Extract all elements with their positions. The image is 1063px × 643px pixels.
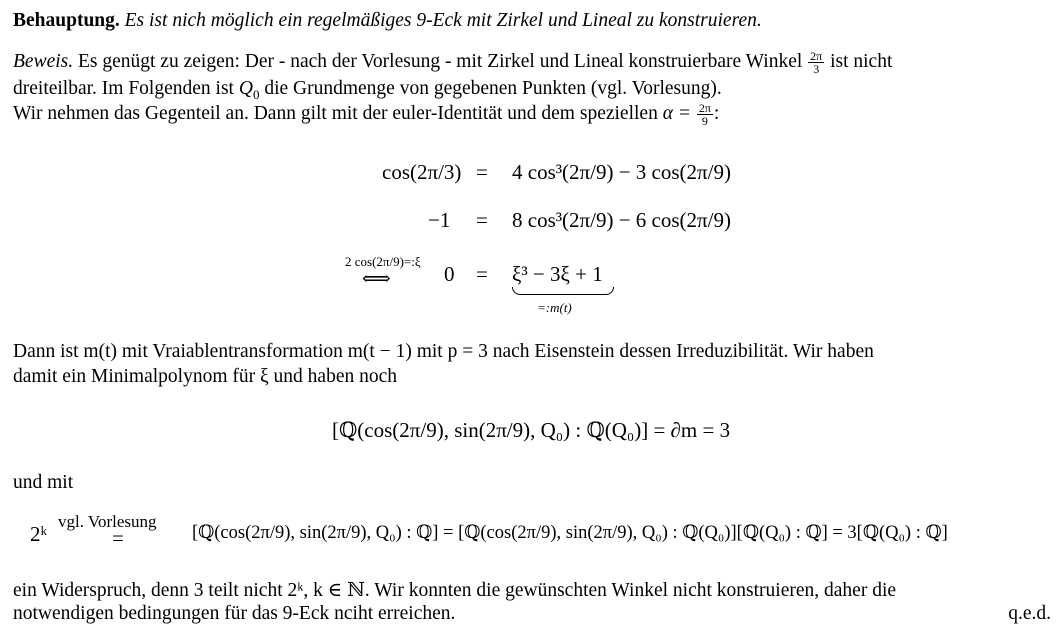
proof-label: Beweis. xyxy=(13,50,74,72)
angle-fraction: $\frac{2\pi}{3}$ xyxy=(810,49,823,76)
eq-row3-lhs: 0 xyxy=(444,262,455,286)
eq5-rhs: [ℚ(cos(2π/9), sin(2π/9), Q₀) : ℚ] = [ℚ(cos(2π/9), sin(2π/9), Q₀) : ℚ(Q₀)][ℚ(Q₀) : ℚ] = 3[ℚ(Q₀) : ℚ] xyxy=(192,523,948,543)
eq-row3-under: =:m(t) xyxy=(537,300,572,315)
claim-label: Behauptung. xyxy=(13,10,120,31)
eq-row2-rhs: 8 cos³(2π/9) − 6 cos(2π/9) xyxy=(512,208,731,232)
proof-line-2: dreiteilbar. Im Folgenden ist $Q_0$ die Grundmenge von gegebenen Punkten (vgl. Vorlesung). xyxy=(13,78,722,102)
eq-row2-lhs: −1 xyxy=(428,208,451,232)
conclusion-line-2: notwendigen bedingungen für das 9-Eck nciht erreichen. xyxy=(13,603,456,624)
claim-line xyxy=(13,10,762,32)
qed: q.e.d. xyxy=(1008,603,1051,624)
alpha-fraction: $\frac{2\pi}{9}$ xyxy=(698,101,711,128)
eq-row1-rel: = xyxy=(476,160,488,184)
eq5-overset: vgl. Vorlesung xyxy=(58,512,157,531)
underbrace xyxy=(512,287,614,295)
eq-row1-lhs: cos(2π/3) xyxy=(382,160,462,184)
para2-line-1: Dann ist m(t) mit Vraiablentransformation m(t − 1) mit p = 3 nach Eisenstein dessen Irreduzibilität. Wir haben xyxy=(13,341,874,362)
eq5-rel: = xyxy=(112,526,124,550)
q0-symbol: $Q_0$ xyxy=(238,78,260,102)
eq-row3-overset: 2 cos(2π/9)=:ξ xyxy=(345,254,421,269)
proof-line-3: Wir nehmen das Gegenteil an. Dann gilt mit der euler-Identität und dem speziellen α = $\frac{2\pi}{9}$ : xyxy=(13,101,720,128)
eq-degree: [ℚ(cos(2π/9), sin(2π/9), Q₀) : ℚ(Q₀)] = ∂m = 3 xyxy=(332,418,731,442)
eq-row2-rel: = xyxy=(476,208,488,232)
and-with: und mit xyxy=(13,472,74,493)
eq-row1-rhs: 4 cos³(2π/9) − 3 cos(2π/9) xyxy=(512,160,731,184)
para2-line-2: damit ein Minimalpolynom für ξ und haben noch xyxy=(13,366,398,387)
conclusion-line-1: ein Widerspruch, denn 3 teilt nicht 2ᵏ, k ∈ ℕ. Wir konnten die gewünschten Winkel nicht konstruieren, daher die xyxy=(13,580,897,601)
proof-text-1b: ist nicht xyxy=(830,50,893,72)
eq-row3-rel: = xyxy=(476,262,488,286)
proof-line-1 xyxy=(13,50,892,75)
proof-text-1a: Es genügt zu zeigen: Der - nach der Vorlesung - mit Zirkel und Lineal konstruierbare Winkel xyxy=(77,50,803,72)
equivalence-arrow-icon: ⟺ xyxy=(362,268,391,290)
eq5-lhs: 2ᵏ xyxy=(30,522,48,546)
eq-row3-rhs: ξ³ − 3ξ + 1 xyxy=(512,262,603,286)
claim-text: Es ist nich möglich ein regelmäßiges 9-Eck mit Zirkel und Lineal zu konstruieren. xyxy=(124,10,762,31)
